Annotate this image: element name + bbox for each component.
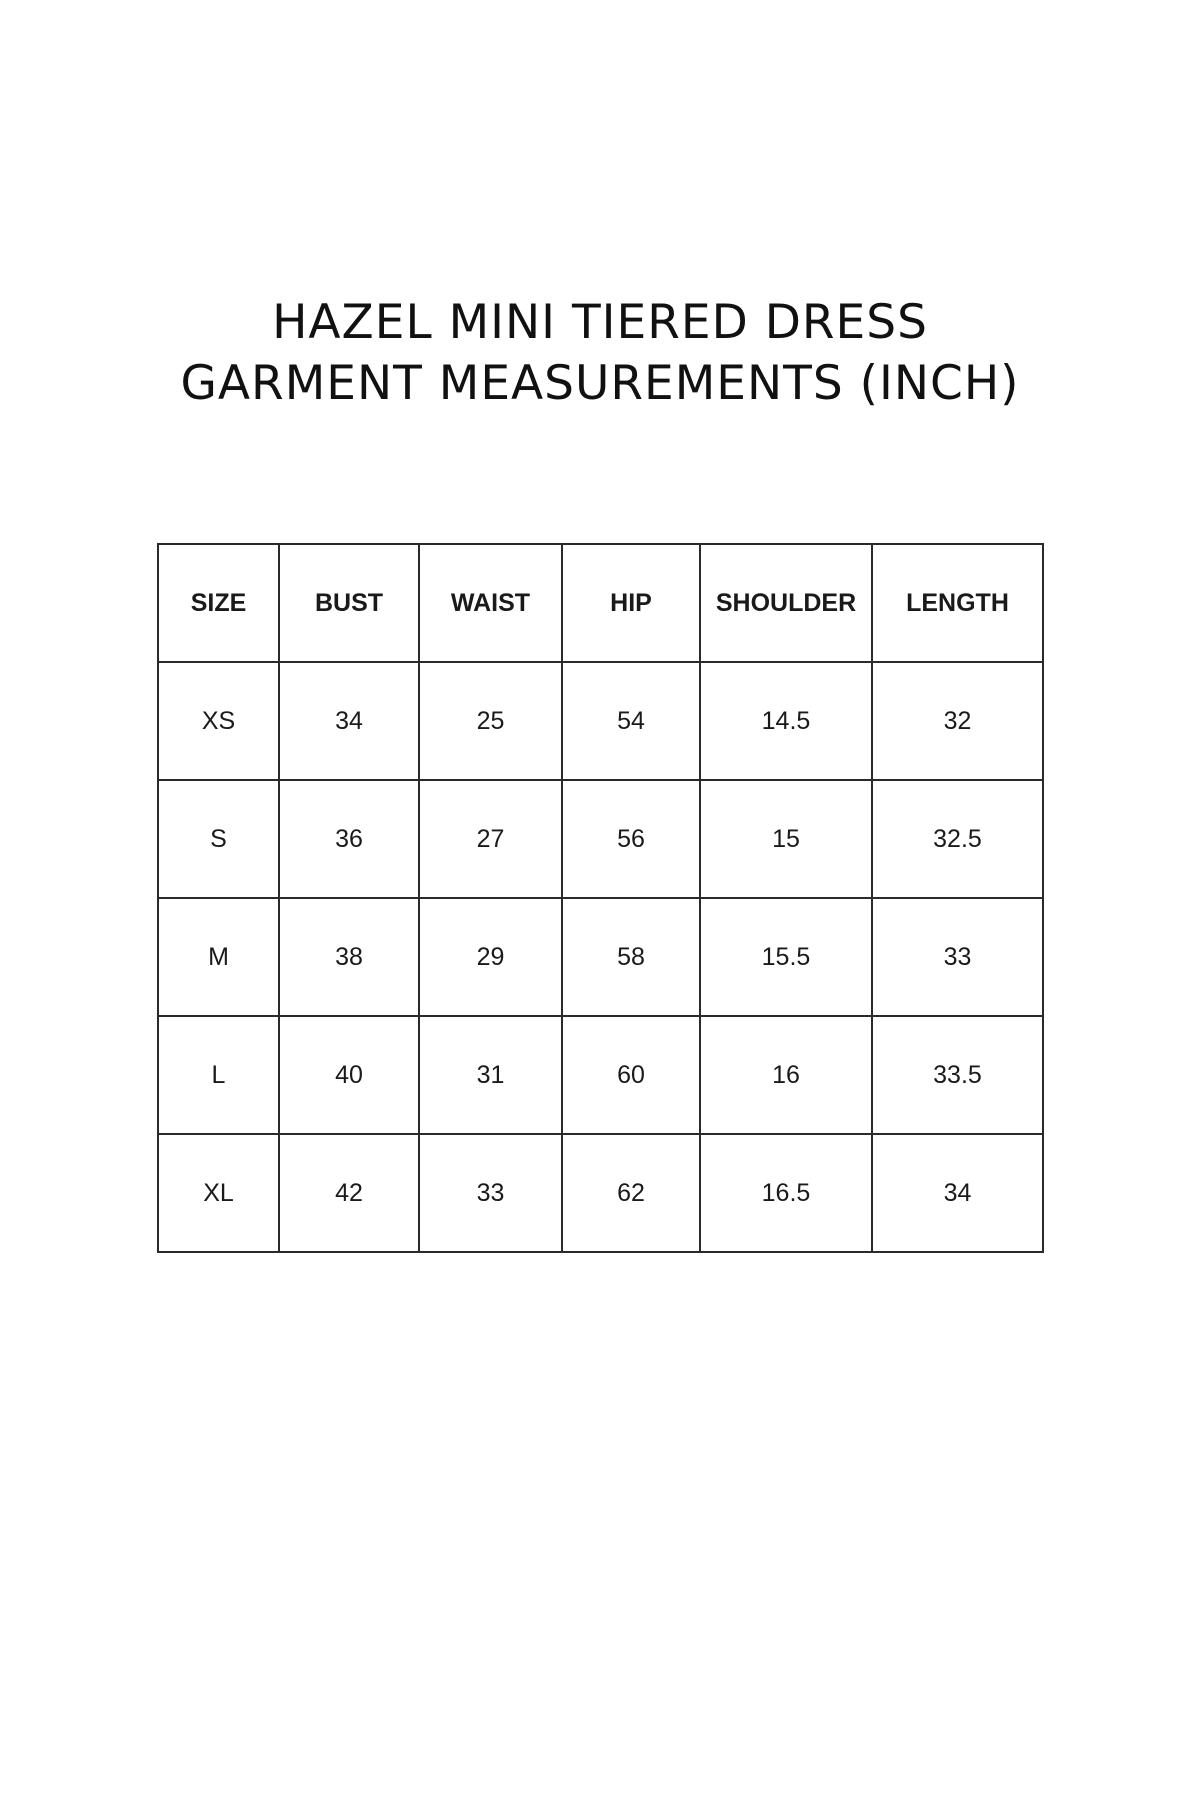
- cell-waist: 25: [419, 662, 562, 780]
- cell-hip: 54: [562, 662, 700, 780]
- cell-shoulder: 16.5: [700, 1134, 872, 1252]
- cell-waist: 31: [419, 1016, 562, 1134]
- cell-size: S: [158, 780, 279, 898]
- table-row: [158, 662, 1043, 780]
- cell-size: XS: [158, 662, 279, 780]
- table-row: [158, 780, 1043, 898]
- cell-size: L: [158, 1016, 279, 1134]
- cell-hip: 56: [562, 780, 700, 898]
- table-row: [158, 1134, 1043, 1252]
- cell-bust: 34: [279, 662, 419, 780]
- cell-bust: 42: [279, 1134, 419, 1252]
- cell-shoulder: 16: [700, 1016, 872, 1134]
- cell-shoulder: 15.5: [700, 898, 872, 1016]
- page-title: [0, 292, 1200, 414]
- cell-length: 34: [872, 1134, 1043, 1252]
- header-size: SIZE: [158, 544, 279, 662]
- header-shoulder: SHOULDER: [700, 544, 872, 662]
- cell-bust: 38: [279, 898, 419, 1016]
- cell-length: 33: [872, 898, 1043, 1016]
- title-line-2: GARMENT MEASUREMENTS (INCH): [180, 356, 1020, 411]
- cell-size: XL: [158, 1134, 279, 1252]
- cell-size: M: [158, 898, 279, 1016]
- cell-hip: 62: [562, 1134, 700, 1252]
- cell-hip: 58: [562, 898, 700, 1016]
- cell-bust: 40: [279, 1016, 419, 1134]
- cell-hip: 60: [562, 1016, 700, 1134]
- header-waist: WAIST: [419, 544, 562, 662]
- header-length: LENGTH: [872, 544, 1043, 662]
- cell-bust: 36: [279, 780, 419, 898]
- cell-shoulder: 15: [700, 780, 872, 898]
- title-line-1: HAZEL MINI TIERED DRESS: [272, 295, 928, 350]
- cell-waist: 29: [419, 898, 562, 1016]
- header-hip: HIP: [562, 544, 700, 662]
- cell-waist: 27: [419, 780, 562, 898]
- cell-length: 32: [872, 662, 1043, 780]
- cell-waist: 33: [419, 1134, 562, 1252]
- cell-shoulder: 14.5: [700, 662, 872, 780]
- size-chart-table: [157, 543, 1044, 1253]
- table-row: [158, 898, 1043, 1016]
- table-header-row: [158, 544, 1043, 662]
- header-bust: BUST: [279, 544, 419, 662]
- cell-length: 33.5: [872, 1016, 1043, 1134]
- table-row: [158, 1016, 1043, 1134]
- cell-length: 32.5: [872, 780, 1043, 898]
